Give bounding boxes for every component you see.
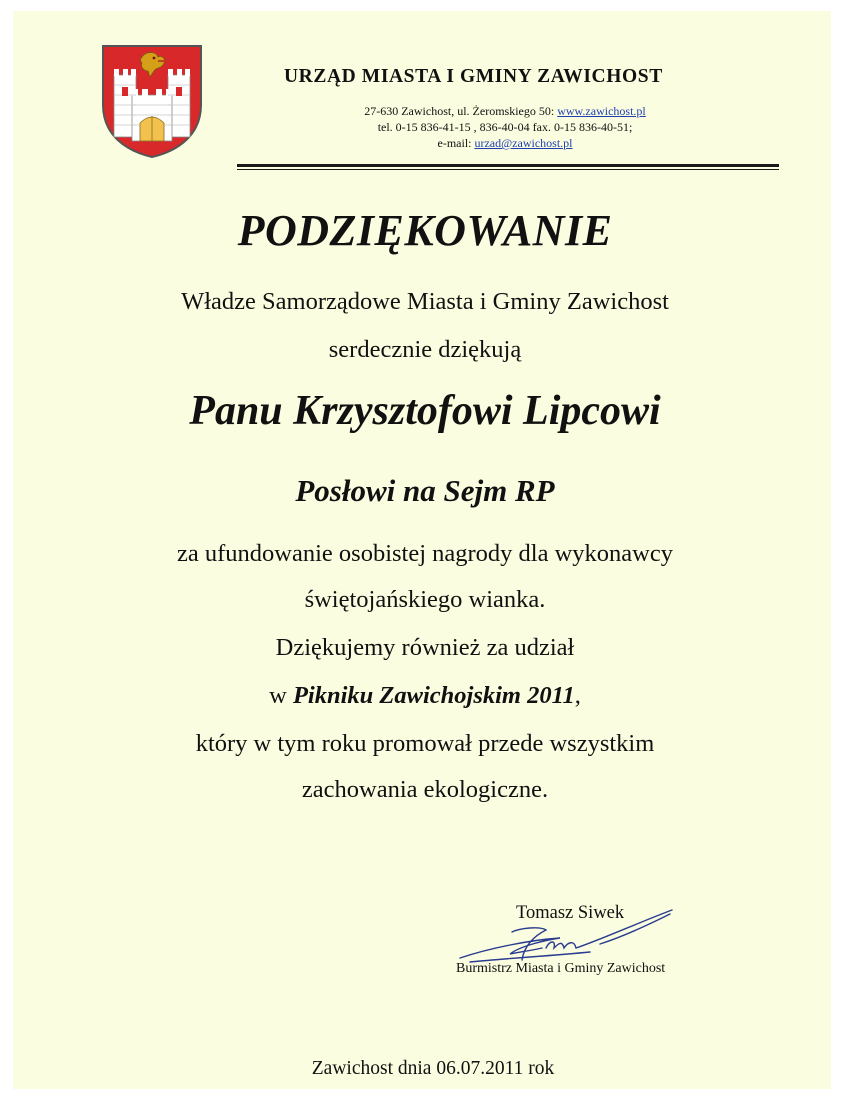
recipient-name: Panu Krzysztofowi Lipcowi xyxy=(189,388,661,434)
header-divider-thin xyxy=(237,169,779,170)
body-line-ecology: zachowania ekologiczne. xyxy=(301,776,549,803)
body-line-thanks: serdecznie dziękują xyxy=(328,336,522,363)
body-line-event xyxy=(0,682,850,710)
body-line-wreath: świętojańskiego wianka. xyxy=(304,586,546,613)
event-prefix: w xyxy=(269,682,293,709)
date-place-line: Zawichost dnia 06.07.2011 rok xyxy=(311,1058,555,1079)
header-divider-thick xyxy=(237,164,779,167)
address-text: 27-630 Zawichost, ul. Żeromskiego 50: xyxy=(364,104,558,118)
document-title: PODZIĘKOWANIE xyxy=(237,206,613,255)
phone-line: tel. 0-15 836-41-15 , 836-40-04 fax. 0-15 836-40-51; xyxy=(377,120,633,134)
contact-block xyxy=(300,103,710,151)
body-line-promotion: który w tym roku promował przede wszystkim xyxy=(195,730,655,757)
signer-title: Burmistrz Miasta i Gminy Zawichost xyxy=(456,961,666,976)
coat-of-arms-icon xyxy=(100,43,204,159)
event-name: Pikniku Zawichojskim 2011 xyxy=(292,682,575,709)
event-suffix: , xyxy=(574,682,581,709)
email-link[interactable]: urzad@zawichost.pl xyxy=(474,136,573,150)
recipient-role: Posłowi na Sejm RP xyxy=(295,473,555,508)
address-line xyxy=(300,103,710,119)
signer-name: Tomasz Siwek xyxy=(516,903,625,923)
body-line-award: za ufundowanie osobistej nagrody dla wykonawcy xyxy=(177,540,673,567)
email-label: e-mail: xyxy=(437,136,475,150)
body-line-participation: Dziękujemy również za udział xyxy=(275,634,575,661)
body-line-authorities: Władze Samorządowe Miasta i Gminy Zawichost xyxy=(181,288,669,315)
website-link[interactable]: www.zawichost.pl xyxy=(557,104,646,118)
email-line xyxy=(300,135,710,151)
office-name: URZĄD MIASTA I GMINY ZAWICHOST xyxy=(284,66,663,87)
